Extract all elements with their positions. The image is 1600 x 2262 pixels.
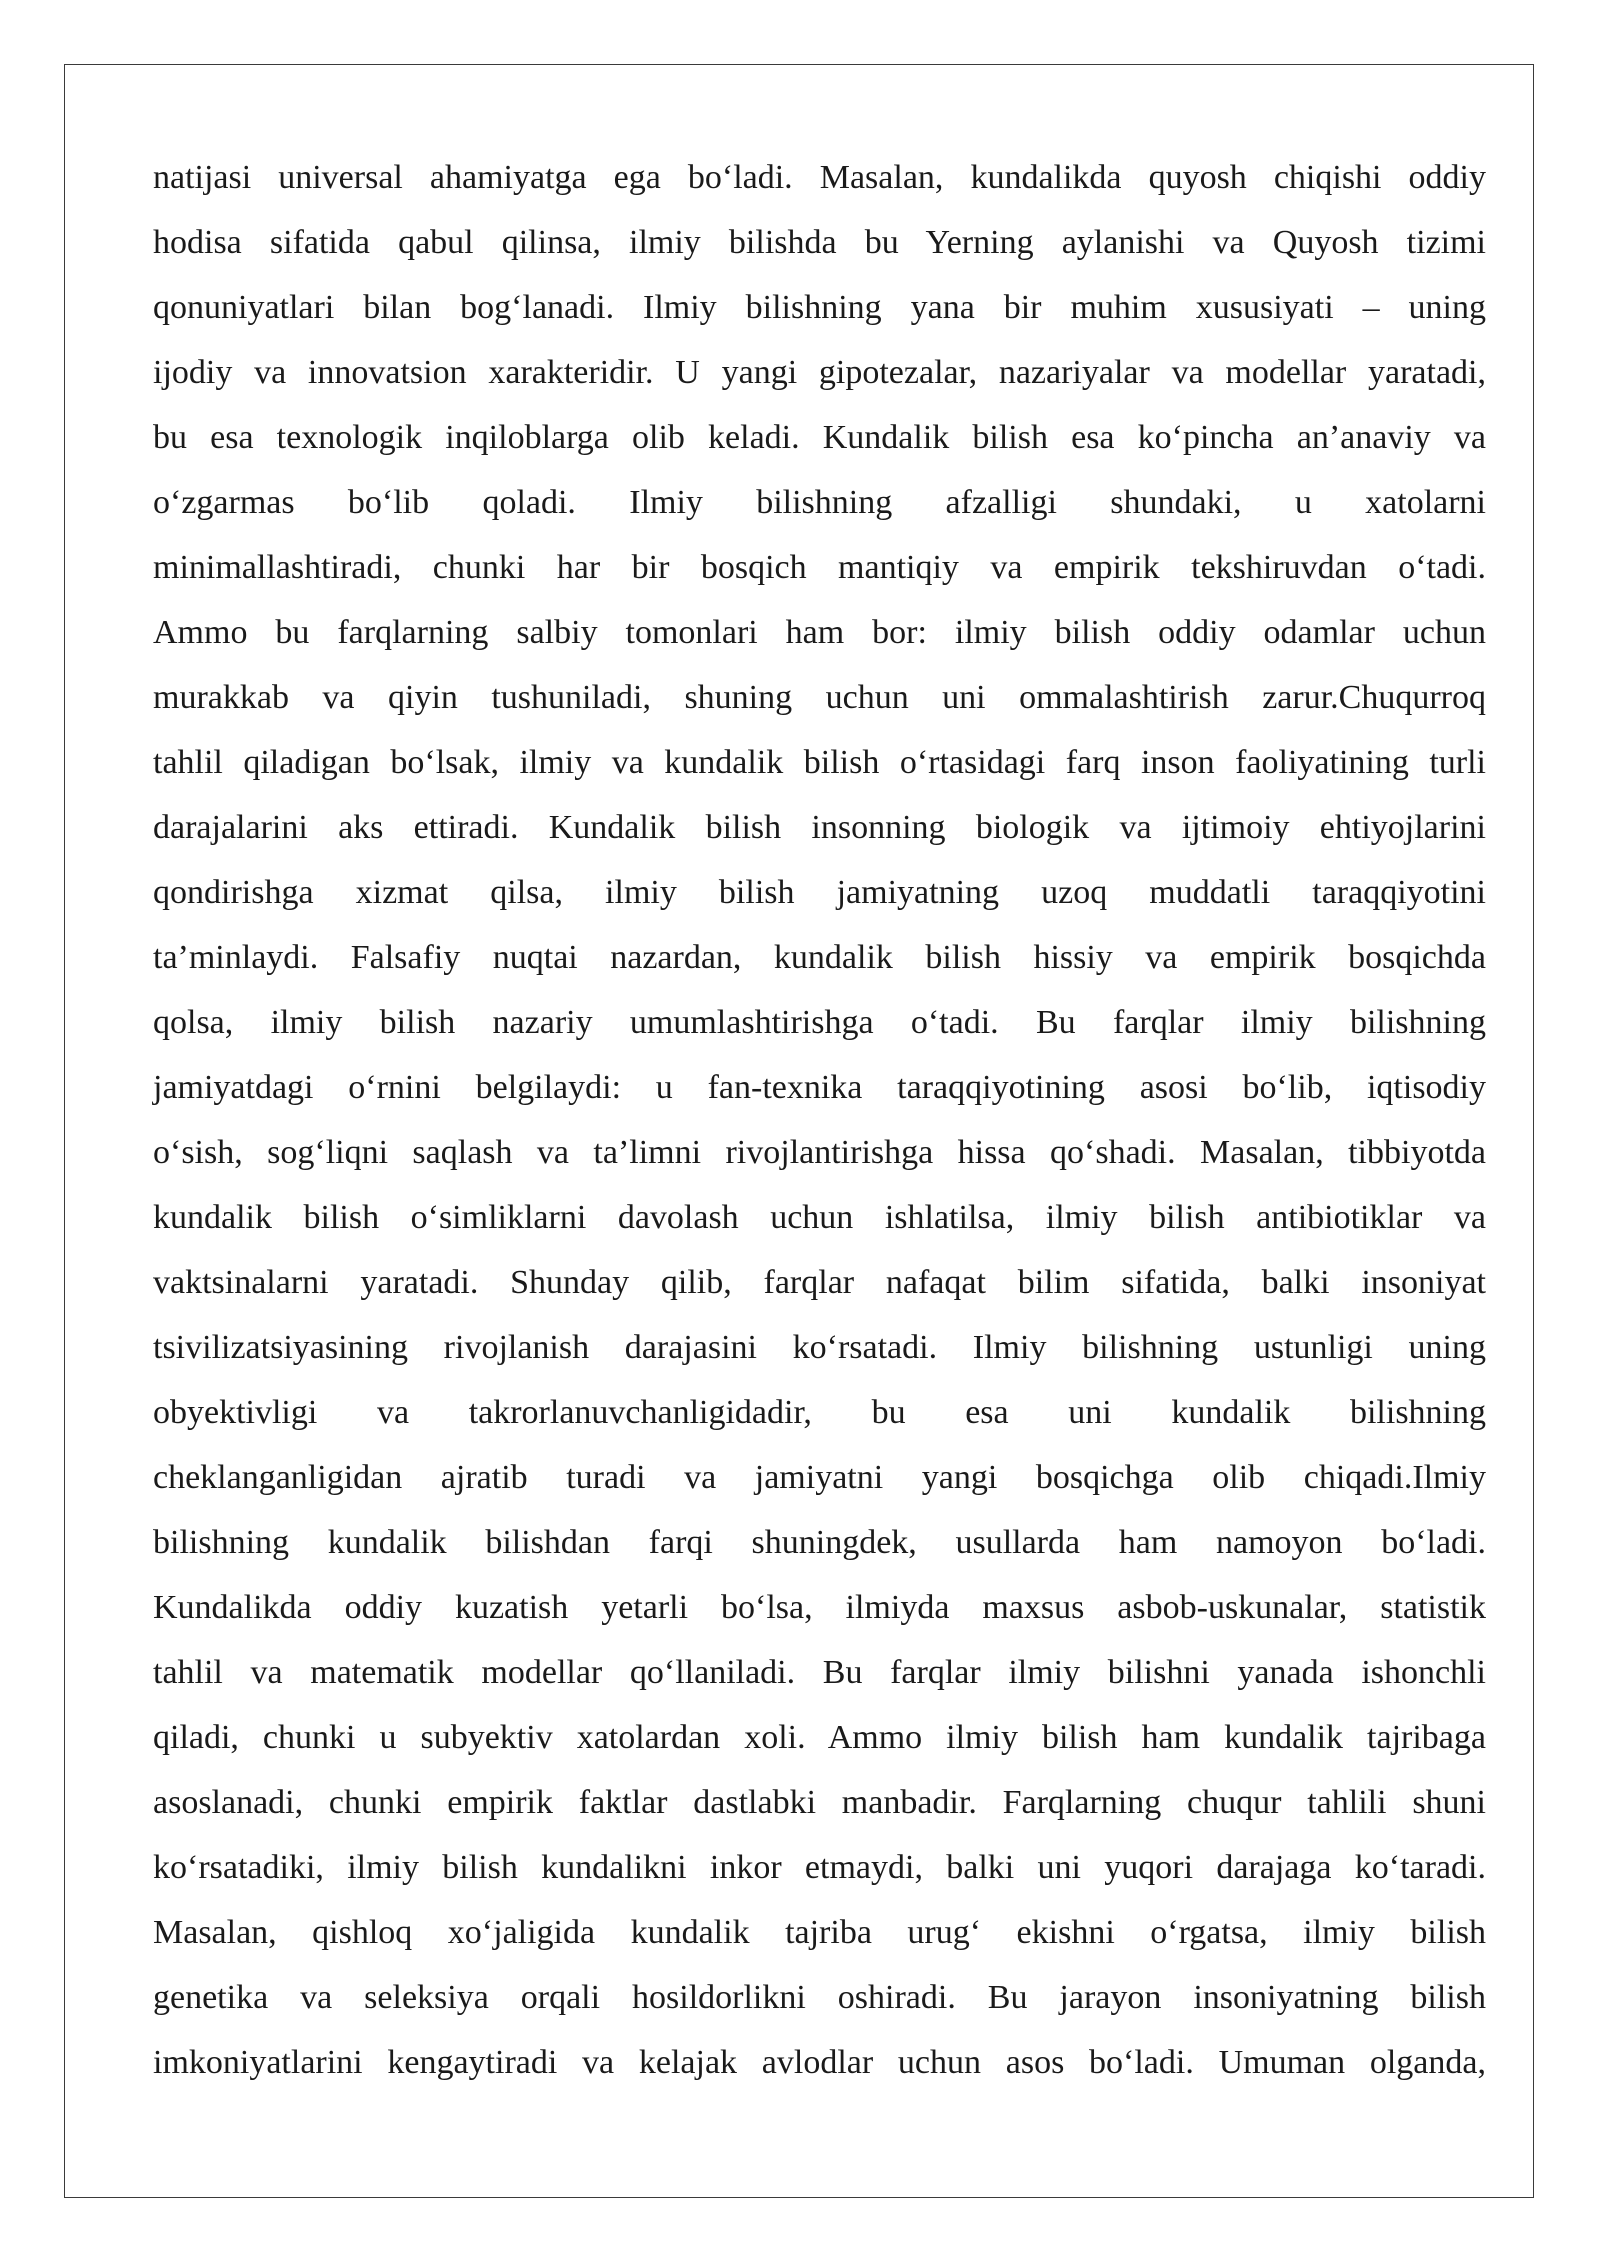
text-line: qondirishga xizmat qilsa, ilmiy bilish jamiyatning uzoq muddatli taraqqiyotini — [153, 874, 1486, 911]
text-line: tahlil va matematik modellar qo‘llaniladi. Bu farqlar ilmiy bilishni yanada ishonchli — [153, 1654, 1486, 1691]
text-line: Kundalikda oddiy kuzatish yetarli bo‘lsa, ilmiyda maxsus asbob-uskunalar, statistik — [153, 1589, 1486, 1626]
text-line: genetika va seleksiya orqali hosildorlikni oshiradi. Bu jarayon insoniyatning bilish — [153, 1979, 1486, 2016]
text-line: hodisa sifatida qabul qilinsa, ilmiy bilishda bu Yerning aylanishi va Quyosh tizimi — [153, 224, 1486, 261]
text-line: minimallashtiradi, chunki har bir bosqich mantiqiy va empirik tekshiruvdan o‘tadi. — [153, 549, 1486, 586]
text-line: qiladi, chunki u subyektiv xatolardan xoli. Ammo ilmiy bilish ham kundalik tajribaga — [153, 1719, 1486, 1756]
text-line: kundalik bilish o‘simliklarni davolash uchun ishlatilsa, ilmiy bilish antibiotiklar va — [153, 1199, 1486, 1236]
text-line: tsivilizatsiyasining rivojlanish darajasini ko‘rsatadi. Ilmiy bilishning ustunligi uning — [153, 1329, 1486, 1366]
text-line: tahlil qiladigan bo‘lsak, ilmiy va kundalik bilish o‘rtasidagi farq inson faoliyatining turli — [153, 744, 1486, 781]
text-line: o‘zgarmas bo‘lib qoladi. Ilmiy bilishning afzalligi shundaki, u xatolarni — [153, 484, 1486, 521]
text-line: ijodiy va innovatsion xarakteridir. U yangi gipotezalar, nazariyalar va modellar yaratadi, — [153, 354, 1486, 391]
text-line: Ammo bu farqlarning salbiy tomonlari ham bor: ilmiy bilish oddiy odamlar uchun — [153, 614, 1486, 651]
text-line: natijasi universal ahamiyatga ega bo‘ladi. Masalan, kundalikda quyosh chiqishi oddiy — [153, 159, 1486, 196]
text-line: murakkab va qiyin tushuniladi, shuning uchun uni ommalashtirish zarur.Chuqurroq — [153, 679, 1486, 716]
text-line: ta’minlaydi. Falsafiy nuqtai nazardan, kundalik bilish hissiy va empirik bosqichda — [153, 939, 1486, 976]
text-line: jamiyatdagi o‘rnini belgilaydi: u fan-texnika taraqqiyotining asosi bo‘lib, iqtisodiy — [153, 1069, 1486, 1106]
text-line: qolsa, ilmiy bilish nazariy umumlashtirishga o‘tadi. Bu farqlar ilmiy bilishning — [153, 1004, 1486, 1041]
text-line: imkoniyatlarini kengaytiradi va kelajak avlodlar uchun asos bo‘ladi. Umuman olganda, — [153, 2044, 1486, 2081]
text-line: bu esa texnologik inqiloblarga olib keladi. Kundalik bilish esa ko‘pincha an’anaviy va — [153, 419, 1486, 456]
text-line: Masalan, qishloq xo‘jaligida kundalik tajriba urug‘ ekishni o‘rgatsa, ilmiy bilish — [153, 1914, 1486, 1951]
text-line: asoslanadi, chunki empirik faktlar dastlabki manbadir. Farqlarning chuqur tahlili shuni — [153, 1784, 1486, 1821]
text-line: cheklanganligidan ajratib turadi va jamiyatni yangi bosqichga olib chiqadi.Ilmiy — [153, 1459, 1486, 1496]
document-body — [153, 145, 1486, 2095]
text-line: vaktsinalarni yaratadi. Shunday qilib, farqlar nafaqat bilim sifatida, balki insoniyat — [153, 1264, 1486, 1301]
text-line: darajalarini aks ettiradi. Kundalik bilish insonning biologik va ijtimoiy ehtiyojlarini — [153, 809, 1486, 846]
text-line: obyektivligi va takrorlanuvchanligidadir, bu esa uni kundalik bilishning — [153, 1394, 1486, 1431]
text-line: bilishning kundalik bilishdan farqi shuningdek, usullarda ham namoyon bo‘ladi. — [153, 1524, 1486, 1561]
text-line: qonuniyatlari bilan bog‘lanadi. Ilmiy bilishning yana bir muhim xususiyati – uning — [153, 289, 1486, 326]
text-line: ko‘rsatadiki, ilmiy bilish kundalikni inkor etmaydi, balki uni yuqori darajaga ko‘taradi. — [153, 1849, 1486, 1886]
text-line: o‘sish, sog‘liqni saqlash va ta’limni rivojlantirishga hissa qo‘shadi. Masalan, tibbiyotda — [153, 1134, 1486, 1171]
